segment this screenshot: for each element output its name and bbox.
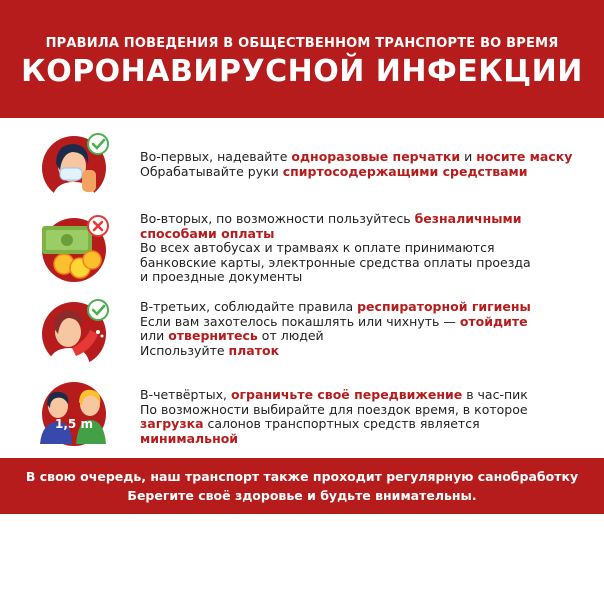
rule-line — [140, 227, 580, 242]
body-text: в час-пик — [462, 387, 528, 402]
footer-line-2: Берегите своё здоровье и будьте внимательны. — [127, 488, 477, 503]
highlight-text: ограничьте своё передвижение — [230, 387, 463, 402]
rule-item-1 — [0, 130, 604, 202]
body-text: В-четвёртых, — [140, 387, 231, 402]
highlight-text: платок — [228, 342, 280, 358]
header-subtitle: ПРАВИЛА ПОВЕДЕНИЯ В ОБЩЕСТВЕННОМ ТРАНСПОРТЕ ВО ВРЕМЯ — [45, 36, 559, 51]
footer-banner — [0, 458, 604, 514]
sneeze-elbow-icon — [38, 296, 110, 368]
rule-line — [140, 212, 580, 227]
body-text: Если вам захотелось покашлять или чихнуть — — [140, 313, 460, 329]
body-text: от людей — [257, 328, 324, 343]
highlight-text: респираторной гигиены — [357, 299, 531, 314]
rule-text-2 — [140, 212, 580, 285]
body-text: Во всех автобусах и трамваях к оплате принимаются — [140, 240, 495, 255]
rule-line — [140, 150, 580, 165]
header-banner — [0, 0, 604, 118]
rule-line — [140, 315, 580, 330]
body-text: Во-первых, надевайте — [140, 149, 292, 164]
rule-text-3 — [140, 300, 580, 358]
body-text: салонов транспортных средств является — [203, 416, 480, 431]
distance-label: 1,5 m — [55, 417, 93, 431]
body-text: и — [460, 149, 477, 164]
rule-line — [140, 256, 580, 271]
body-text: По возможности выбирайте для поездок время, в которое — [140, 401, 528, 417]
rule-line — [140, 344, 580, 359]
rule-text-4 — [140, 388, 580, 446]
rule-line — [140, 417, 580, 446]
body-text: и проездные документы — [140, 269, 303, 284]
highlight-text: спиртосодержащими средствами — [282, 163, 528, 179]
rule-item-3 — [0, 296, 604, 368]
highlight-text: отвернитесь — [168, 328, 258, 343]
body-text: Используйте — [140, 342, 229, 358]
rule-line — [140, 329, 580, 344]
rule-line — [140, 165, 580, 180]
rule-item-2 — [0, 212, 604, 288]
highlight-text: носите маску — [476, 149, 573, 164]
rule-item-4 — [0, 376, 604, 448]
rule-text-1 — [140, 150, 580, 179]
social-distance-icon — [38, 376, 110, 448]
highlight-text: одноразовые перчатки — [291, 149, 461, 164]
highlight-text: способами оплаты — [140, 225, 275, 241]
rule-line — [140, 270, 580, 285]
body-text: или — [140, 328, 169, 343]
body-text: банковские карты, электронные средства оплаты проезда — [140, 254, 531, 270]
footer-line-1: В свою очередь, наш транспорт также проходит регулярную санобработку — [25, 469, 579, 484]
highlight-text: загрузка — [140, 416, 204, 431]
highlight-text: безналичными — [414, 211, 522, 226]
mask-gloves-icon — [38, 130, 110, 202]
body-text: В-третьих, соблюдайте правила — [140, 299, 358, 314]
header-title: КОРОНАВИРУСНОЙ ИНФЕКЦИИ — [21, 54, 583, 89]
body-text: Обрабатывайте руки — [140, 163, 283, 179]
rule-line — [140, 241, 580, 256]
rule-line — [140, 403, 580, 418]
body-text: Во-вторых, по возможности пользуйтесь — [140, 211, 415, 226]
highlight-text: минимальной — [140, 430, 239, 446]
cash-coins-icon — [38, 212, 110, 284]
highlight-text: отойдите — [459, 313, 528, 329]
rule-line — [140, 300, 580, 315]
rule-line — [140, 388, 580, 403]
